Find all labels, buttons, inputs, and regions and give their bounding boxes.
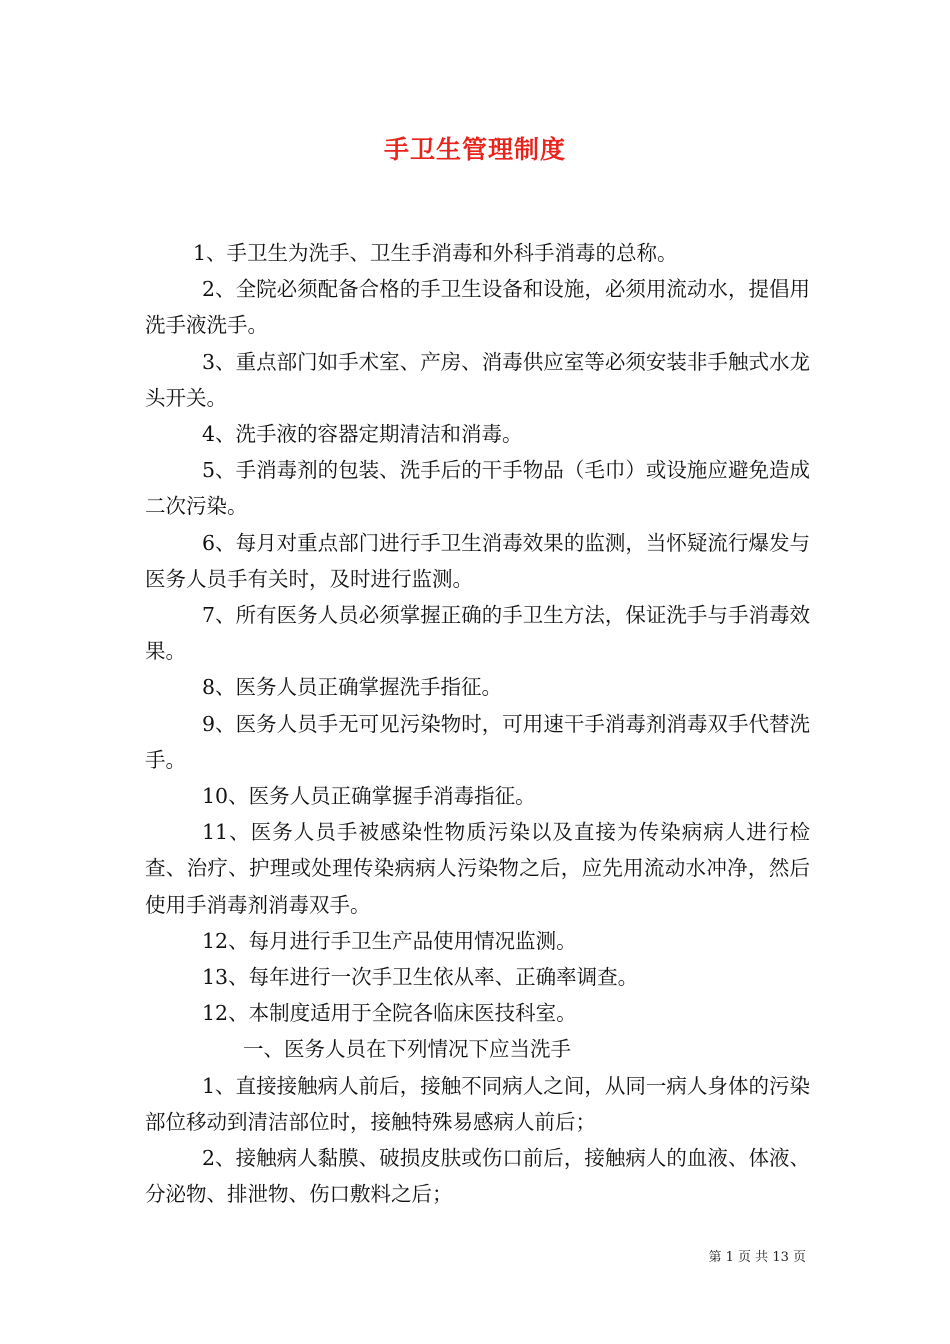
section-item-2: 2、接触病人黏膜、破损皮肤或伤口前后，接触病人的血液、体液、分泌物、排泄物、伤口敷料之后； [145, 1146, 810, 1207]
section-heading: 一、医务人员在下列情况下应当洗手 [243, 1037, 571, 1062]
paragraph-14: 12、本制度适用于全院各临床医技科室。 [202, 1001, 577, 1026]
paragraph-11: 11、医务人员手被感染性物质污染以及直接为传染病病人进行检查、治疗、护理或处理传染病病人污染物之后，应先用流动水冲净，然后使用手消毒剂消毒双手。 [145, 820, 810, 917]
paragraph-3: 3、重点部门如手术室、产房、消毒供应室等必须安装非手触式水龙头开关。 [145, 349, 810, 410]
document-body [145, 235, 810, 1212]
paragraph-8: 8、医务人员正确掌握洗手指征。 [202, 675, 503, 700]
paragraph-10: 10、医务人员正确掌握手消毒指征。 [202, 784, 536, 809]
page-footer: 第 1 页 共 13 页 [708, 1250, 806, 1265]
paragraph-13: 13、每年进行一次手卫生依从率、正确率调查。 [202, 965, 639, 990]
paragraph-1: 1、手卫生为洗手、卫生手消毒和外科手消毒的总称。 [193, 241, 678, 265]
document-title: 手卫生管理制度 [383, 135, 566, 164]
section-item-1: 1、直接接触病人前后，接触不同病人之间，从同一病人身体的污染部位移动到清洁部位时，接触特殊易感病人前后； [145, 1073, 810, 1134]
paragraph-7: 7、所有医务人员必须掌握正确的手卫生方法，保证洗手与手消毒效果。 [145, 603, 810, 664]
paragraph-4: 4、洗手液的容器定期清洁和消毒。 [202, 422, 523, 447]
paragraph-6: 6、每月对重点部门进行手卫生消毒效果的监测，当怀疑流行爆发与医务人员手有关时，及时进行监测。 [145, 530, 810, 591]
paragraph-12: 12、每月进行手卫生产品使用情况监测。 [202, 928, 577, 953]
paragraph-2: 2、全院必须配备合格的手卫生设备和设施，必须用流动水，提倡用洗手液洗手。 [145, 277, 810, 338]
paragraph-5: 5、手消毒剂的包装、洗手后的干手物品（毛巾）或设施应避免造成二次污染。 [145, 458, 810, 519]
paragraph-9: 9、医务人员手无可见污染物时，可用速干手消毒剂消毒双手代替洗手。 [145, 711, 810, 772]
